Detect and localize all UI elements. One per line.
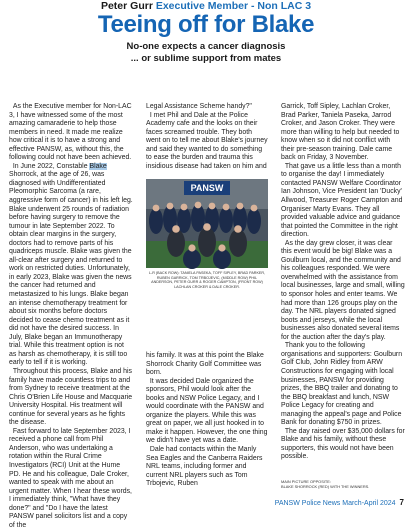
group-photo [146, 179, 268, 268]
page-footer [275, 498, 404, 507]
col2-paragraph-5 [146, 446, 268, 489]
column-2-bottom [146, 352, 268, 489]
standfirst [0, 41, 412, 65]
headline: Teeing off for Blake [97, 11, 315, 38]
col1-paragraph-3 [9, 368, 133, 428]
footer-publication: PANSW Police News March-April 2024 [274, 500, 396, 507]
standfirst-line-2: ... or sublime support from mates [130, 53, 282, 64]
col2-paragraph-3: his family. It was at this point the Blake Shorrock Charity Golf Committee was born. [146, 352, 264, 377]
col3-p4-text: Thank you to the following organisations and supporters: Goulburn Golf Club, John Ridley from ARW Constructions for engaging with local businesses, PANSW for providing prizes, the BBQ trailer and donating to the BBQ breakfast and lunch, NSW Police Legacy for creating and managing the appeal's page and Police Bank for donating $750 in prizes. [281, 342, 403, 427]
col3-paragraph-3 [281, 240, 405, 343]
col3-p5-text: The day raised over $35,000 dollars for Blake and his family, without these supporters, this would not have been possible. [281, 427, 405, 461]
byline-author: Peter Gurr [100, 0, 153, 12]
col1-paragraph-1 [9, 103, 133, 163]
photo-caption: L-R (BACK ROW): TANIELA PASEKA, TOFF SIPLEY, BRAD PARKER, RUBEN GARRICK, TOM TRBOJEVIC, (MIDDLE ROW) PHIL ANDERSON, PETER GURR & ROGER CAMPTON, (FRONT ROW) LACHLAN CROKER & DALE CROKER. [148, 271, 266, 289]
col3-paragraph-1: Garrick, Toff Sipley, Lachlan Croker, Brad Parker, Taniela Paseka, Jarrod Croker, and Jason Croker. They were more than willing to help but needed to know when so it did not conflict with their pre-season training. Dale came back on Friday, 3 November. [281, 103, 400, 162]
pansw-banner-text: PANSW [190, 183, 224, 193]
main-picture-note [281, 480, 391, 489]
byline-role: Executive Member - Non LAC 3 [155, 0, 312, 12]
column-1 [9, 103, 133, 530]
col1-paragraph-2 [9, 163, 133, 368]
col1-p3-text: Throughout this process, Blake and his family have made countless trips to and from Sydney to receive treatment at the Chris O'Brien Life House and Macquarie University Hospital. His treatment will continue for several years as he fights the disease. [9, 367, 133, 427]
col1-p2-text-a: In June 2022, Constable [12, 162, 90, 170]
main-picture-note-line-1: MAIN PICTURE OPPOSITE: [281, 479, 331, 484]
col2-p5-text: Dale had contacts within the Manly Sea Eagles and the Canberra Raiders NRL teams, including former and current NRL players such as Tom Trbojevic, Ruben [146, 446, 263, 488]
col3-paragraph-4 [281, 342, 405, 427]
main-picture-note-line-2: BLAKE SHORROCK (RED) WITH THE WINNERS. [281, 483, 370, 489]
standfirst-line-1: No-one expects a cancer diagnosis [126, 41, 286, 52]
col3-p3-text: As the day grew closer, it was clear this event would be big! Blake was a Goulburn local, and the community and his colleagues responded. We were overwhelmed with the assistance from local businesses, large and small, willing to sponsor holes and enter teams. We had more than 126 groups play on the day. The NRL players donated signed boots and jerseys, while the local businesses also donated several items for the auction after the day's play. [281, 239, 405, 341]
group-photo-illustration [146, 179, 268, 268]
column-2-top [146, 103, 268, 171]
col1-p4-text: Fast forward to late September 2023, I received a phone call from Phil Anderson, who was undertaking a rotation within the Rural Crime Investigators (RCI) Unit at the Hume PD. He and his colleague, Dale Croker, wanted to speak with me about an urgent matter. When I hear these words, I immediately think, "What have they done?" and "Do I have the latest PANSW panel solicitors list and a copy of the [9, 427, 132, 529]
highlighted-word: Blake [89, 162, 107, 170]
col2-paragraph-1: Legal Assistance Scheme handy?" [146, 103, 252, 110]
col1-paragraph-4 [9, 428, 133, 530]
page-number: 7 [399, 498, 404, 507]
col3-p2-text: That gave us a little less than a month to organise the day! I immediately contacted PANSW Welfare Coordinator Ian Johnson, Vice President Ian 'Ducky' Allwood, Treasurer Roger Campton and Organiser Marty Evans. They all provided valuable advice and guidance that pointed the Committee in the right direction. [281, 162, 403, 239]
col2-paragraph-2 [146, 112, 268, 172]
col2-paragraph-4 [146, 378, 268, 446]
col2-p4-text: It was decided Dale organized the sponsors, Phil would look after the books and NSW Police Legacy, and I would coordinate with the PANSW and organize the players. While this was great on paper, we all just hooked in to make it happen. However, the one thing we didn't have yet was a date. [146, 377, 268, 445]
column-3 [281, 103, 405, 462]
col1-p1-text: As the Executive member for Non-LAC 3, I have witnessed some of the most amazing camaraderie to help those members in need. It made me realize how critical it is to have a strong and effective PANSW, as, without this, the following could not have been achieved. [9, 103, 132, 162]
col1-p2-text-b: Shorrock, at the age of 26, was diagnosed with Undifferentiated Pleomorphic Sarcoma (a rare, aggressive form of cancer) in his left leg. Blake underwent 25 rounds of radiation before having surgery to remove the tumour in late September 2022. To obtain clear margins in the surgery, doctors had to remove parts of his quadriceps muscle. Blake was given the all-clear after surgery and returned to work on restricted duties. Unfortunately, in early 2023, Blake was given the news the cancer had returned and metastasized to his lungs. Blake began an intense chemotherapy treatment for about six months before doctors decided to cease chemo treatment as it did not have the desired success. In July, Blake began an Immunotherapy trial. While this treatment option is not as harsh as chemotherapy, it is still too early to tell if it is working. [9, 171, 133, 367]
col3-paragraph-5 [281, 428, 405, 462]
col2-p2-text: I met Phil and Dale at the Police Academy cafe and the looks on their faces screamed trouble. They both went on to tell me about Blake's journey and said they wanted to do something to ease the burden and trauma this insidious disease had taken on him and [146, 111, 268, 170]
col3-paragraph-2 [281, 163, 405, 240]
